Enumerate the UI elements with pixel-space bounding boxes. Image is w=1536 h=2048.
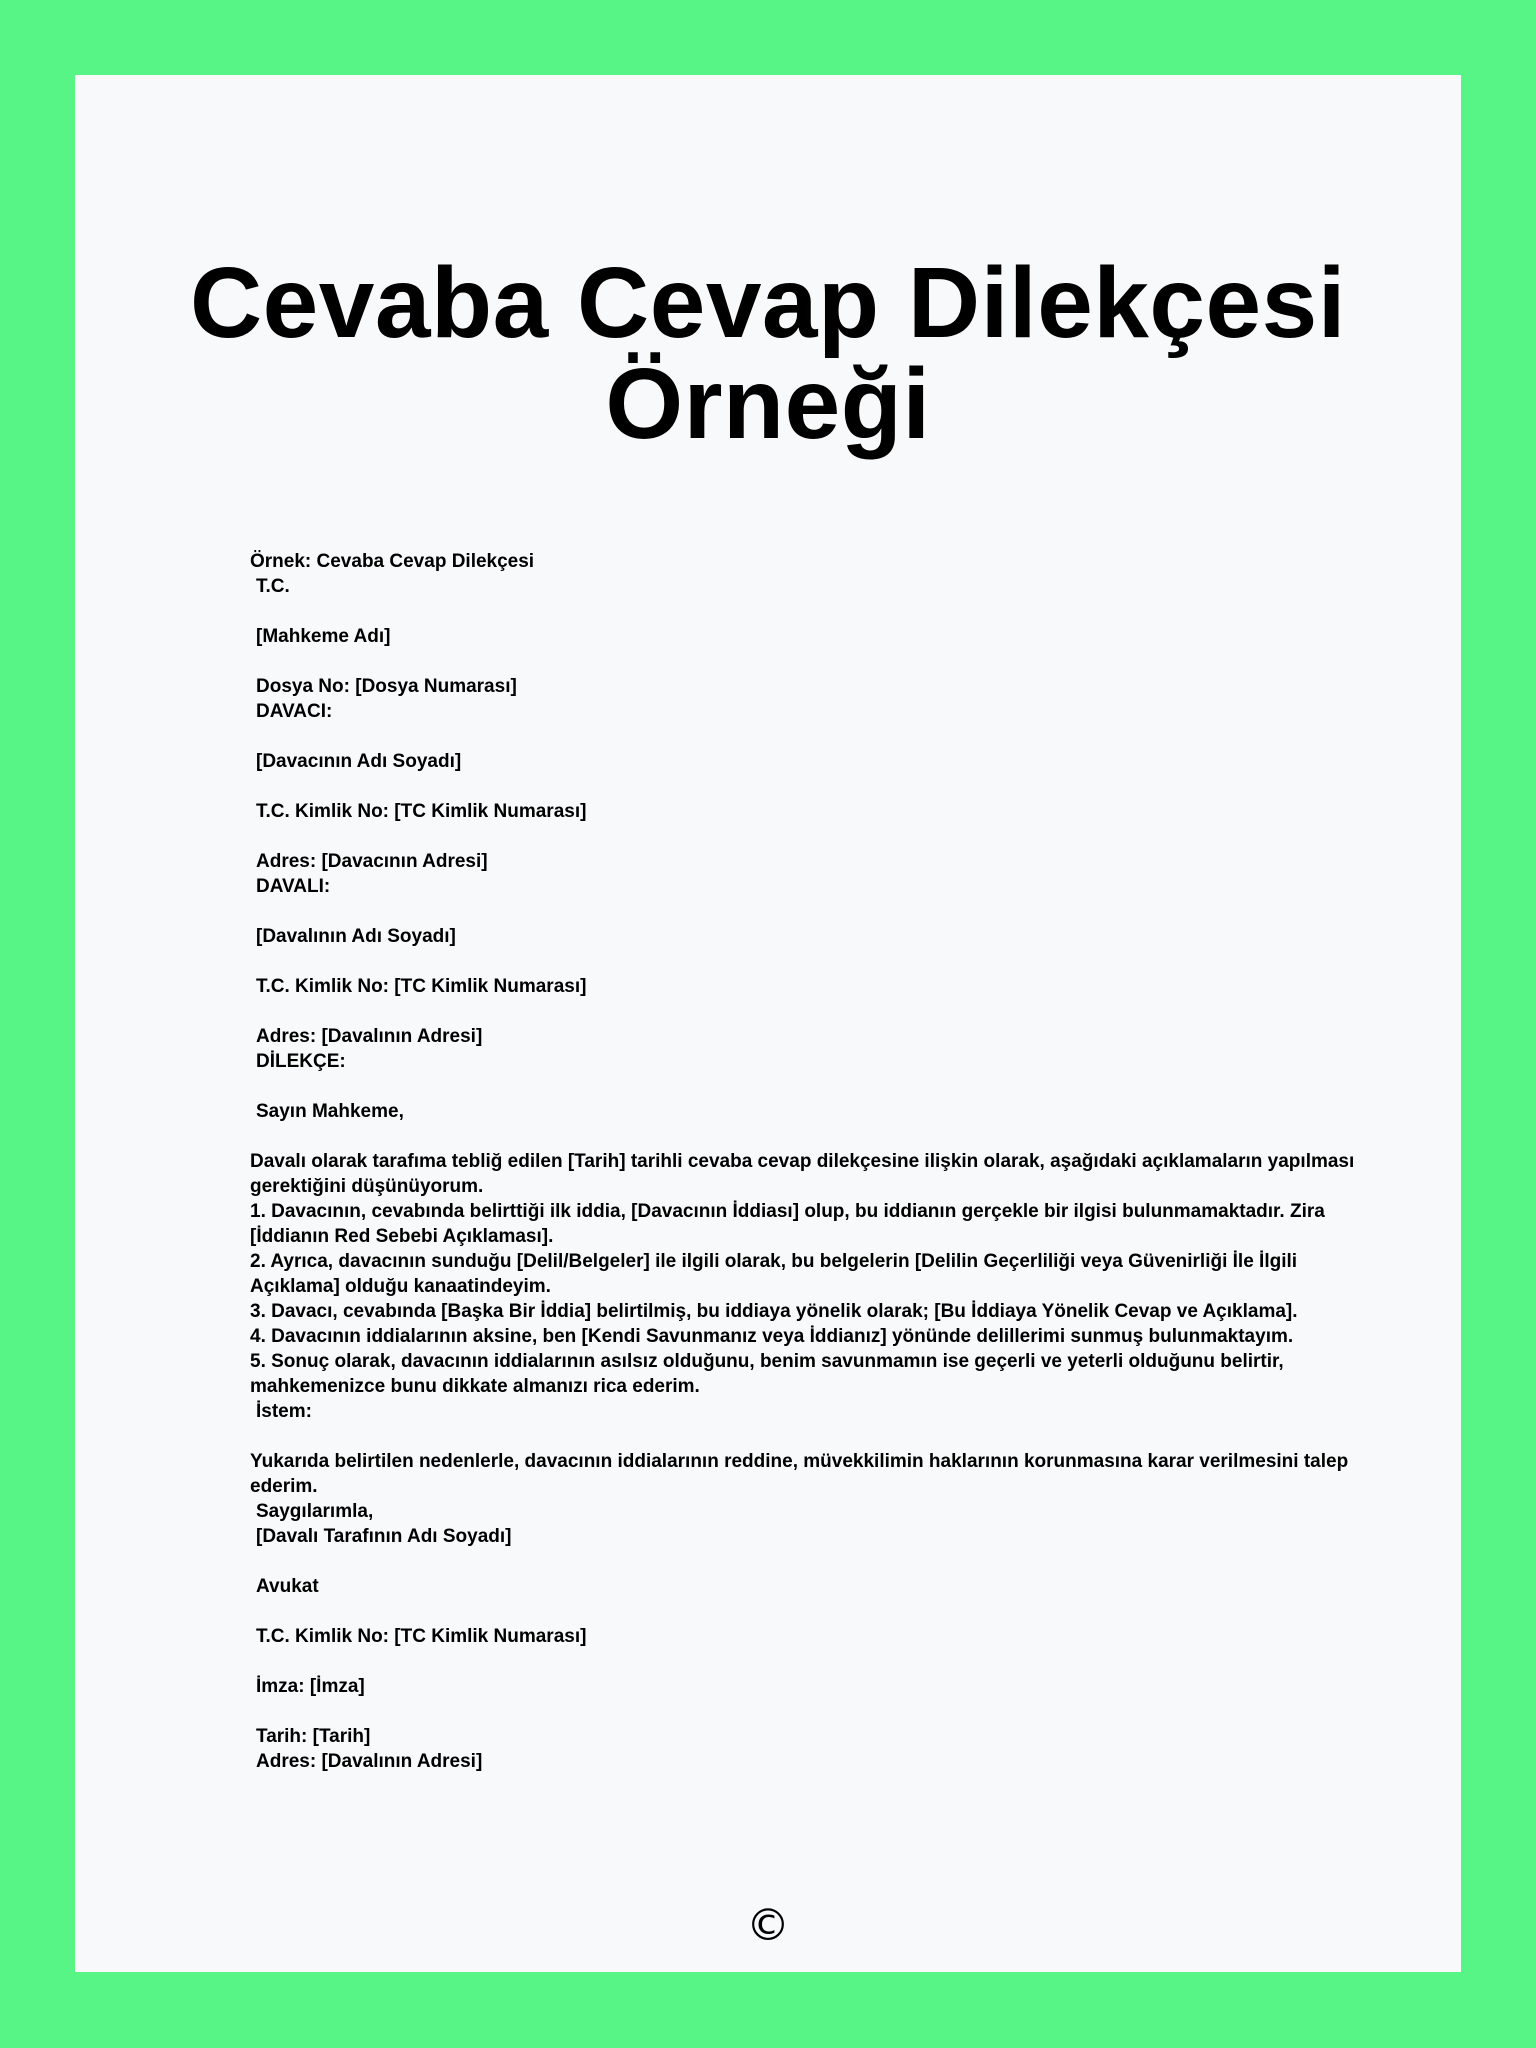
court-name: [Mahkeme Adı]	[256, 626, 391, 647]
defendant-name: [Davalının Adı Soyadı]	[256, 926, 456, 947]
plaintiff-name: [Davacının Adı Soyadı]	[256, 751, 462, 772]
petition-label: DİLEKÇE:	[256, 1051, 346, 1072]
plaintiff-label: DAVACI:	[256, 701, 333, 722]
signature: İmza: [İmza]	[256, 1676, 365, 1697]
date: Tarih: [Tarih]	[256, 1726, 371, 1747]
plaintiff-address: Adres: [Davacının Adresi]	[256, 851, 488, 872]
file-number: Dosya No: [Dosya Numarası]	[256, 676, 517, 697]
tc-heading: T.C.	[256, 576, 290, 597]
signer-address: Adres: [Davalının Adresi]	[256, 1751, 483, 1772]
list-item: 1. Davacının, cevabında belirttiği ilk iddia, [Davacının İddiası] olup, bu iddianın gerçekle bir ilgisi bulunmamaktadır. Zira [İddianın Red Sebebi Açıklaması].	[250, 1201, 1331, 1247]
example-heading: Örnek: Cevaba Cevap Dilekçesi	[250, 551, 535, 572]
request-text: Yukarıda belirtilen nedenlerle, davacının iddialarının reddine, müvekkilimin haklarının korunmasına karar verilmesini talep ederim.	[250, 1451, 1354, 1497]
salutation: Sayın Mahkeme,	[256, 1101, 404, 1122]
signer-name: [Davalı Tarafının Adı Soyadı]	[256, 1526, 512, 1547]
defendant-address: Adres: [Davalının Adresi]	[256, 1026, 483, 1047]
signer-id: T.C. Kimlik No: [TC Kimlik Numarası]	[256, 1626, 587, 1647]
defendant-id: T.C. Kimlik No: [TC Kimlik Numarası]	[256, 976, 587, 997]
list-item: 3. Davacı, cevabında [Başka Bir İddia] belirtilmiş, bu iddiaya yönelik olarak; [Bu İddiaya Yönelik Cevap ve Açıklama].	[250, 1301, 1298, 1322]
list-item: 5. Sonuç olarak, davacının iddialarının asılsız olduğunu, benim savunmamın ise geçerli ve yeterli olduğunu belirtir, mahkemenizce bunu dikkate almanızı rica ederim.	[250, 1351, 1289, 1397]
petition-body	[250, 549, 1360, 1774]
list-item: 4. Davacının iddialarının aksine, ben [Kendi Savunmanız veya İddianız] yönünde delillerimi sunmuş bulunmaktayım.	[250, 1326, 1294, 1347]
defendant-label: DAVALI:	[256, 876, 331, 897]
plaintiff-id: T.C. Kimlik No: [TC Kimlik Numarası]	[256, 801, 587, 822]
document-title: Cevaba Cevap Dilekçesi Örneği	[189, 247, 1347, 460]
list-item: 2. Ayrıca, davacının sunduğu [Delil/Belgeler] ile ilgili olarak, bu belgelerin [Delilin Geçerliliği veya Güvenirliği İle İlgili Açıklama] olduğu kanaatindeyim.	[250, 1251, 1302, 1297]
intro-paragraph: Davalı olarak tarafıma tebliğ edilen [Tarih] tarihli cevaba cevap dilekçesine ilişkin olarak, aşağıdaki açıklamaların yapılması gerektiğini düşünüyorum.	[250, 1151, 1360, 1197]
signer-role: Avukat	[256, 1576, 319, 1597]
document-page	[75, 75, 1461, 1972]
closing: Saygılarımla,	[256, 1501, 374, 1522]
copyright-icon: ©	[746, 1900, 790, 1951]
request-label: İstem:	[256, 1401, 312, 1422]
